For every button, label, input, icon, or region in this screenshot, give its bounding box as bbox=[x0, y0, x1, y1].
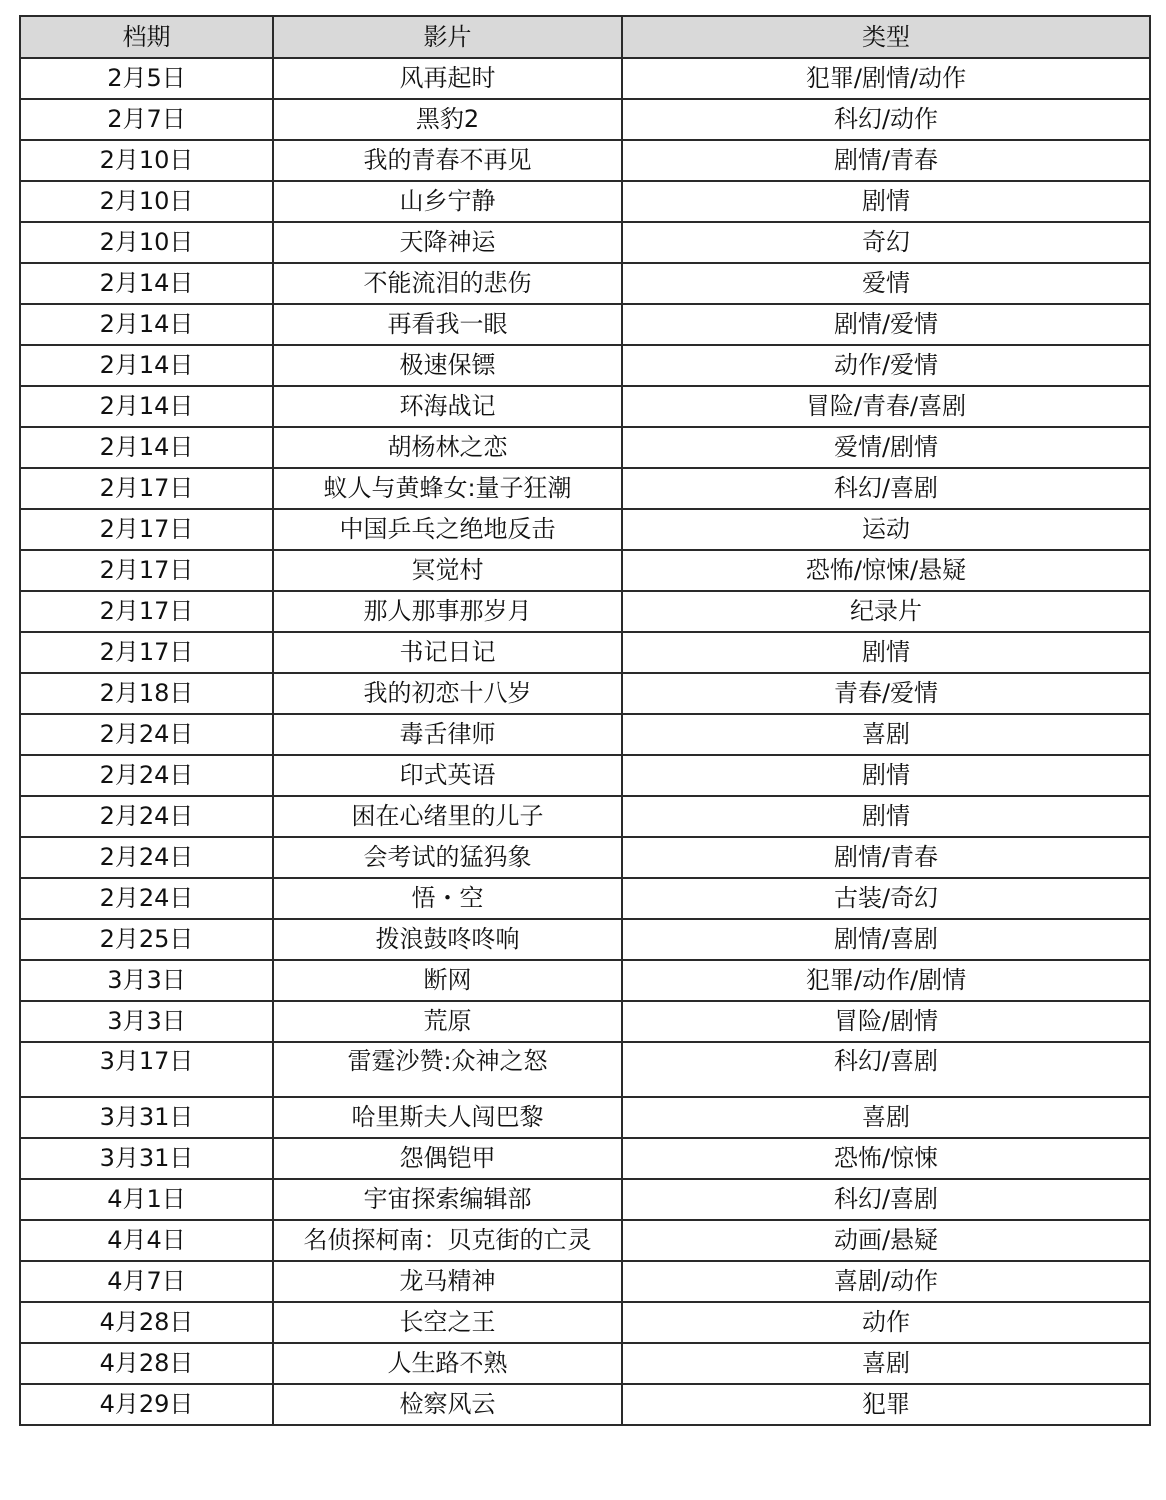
genre-cell: 爱情 bbox=[622, 263, 1150, 304]
genre-cell: 动作/爱情 bbox=[622, 345, 1150, 386]
release-date-cell: 2月17日 bbox=[20, 632, 273, 673]
film-title-cell: 龙马精神 bbox=[273, 1261, 622, 1302]
table-row bbox=[20, 837, 1150, 878]
release-date-cell: 4月4日 bbox=[20, 1220, 273, 1261]
release-schedule-table bbox=[19, 15, 1151, 1426]
film-title-cell: 雷霆沙赞:众神之怒 bbox=[273, 1042, 622, 1097]
release-date-cell: 2月24日 bbox=[20, 796, 273, 837]
release-date-cell: 4月28日 bbox=[20, 1302, 273, 1343]
release-date-cell: 2月24日 bbox=[20, 878, 273, 919]
release-date-cell: 2月17日 bbox=[20, 591, 273, 632]
release-date-cell: 3月17日 bbox=[20, 1042, 273, 1097]
release-date-cell: 2月25日 bbox=[20, 919, 273, 960]
genre-cell: 科幻/喜剧 bbox=[622, 1179, 1150, 1220]
genre-cell: 冒险/青春/喜剧 bbox=[622, 386, 1150, 427]
release-date-cell: 4月1日 bbox=[20, 1179, 273, 1220]
release-date-cell: 2月24日 bbox=[20, 837, 273, 878]
table-row bbox=[20, 1261, 1150, 1302]
table-row bbox=[20, 960, 1150, 1001]
genre-cell: 犯罪/动作/剧情 bbox=[622, 960, 1150, 1001]
film-title-cell: 那人那事那岁月 bbox=[273, 591, 622, 632]
release-date-cell: 4月7日 bbox=[20, 1261, 273, 1302]
table-row bbox=[20, 304, 1150, 345]
column-header-date: 档期 bbox=[20, 16, 273, 58]
release-date-cell: 2月10日 bbox=[20, 140, 273, 181]
film-title-cell: 蚁人与黄蜂女:量子狂潮 bbox=[273, 468, 622, 509]
film-title-cell: 风再起时 bbox=[273, 58, 622, 99]
table-row bbox=[20, 468, 1150, 509]
genre-cell: 恐怖/惊悚/悬疑 bbox=[622, 550, 1150, 591]
table-row bbox=[20, 878, 1150, 919]
film-title-cell: 黑豹2 bbox=[273, 99, 622, 140]
genre-cell: 科幻/喜剧 bbox=[622, 468, 1150, 509]
genre-cell: 恐怖/惊悚 bbox=[622, 1138, 1150, 1179]
table-row bbox=[20, 99, 1150, 140]
film-title-cell: 长空之王 bbox=[273, 1302, 622, 1343]
table-row bbox=[20, 1001, 1150, 1042]
film-title-cell: 悟・空 bbox=[273, 878, 622, 919]
genre-cell: 剧情/爱情 bbox=[622, 304, 1150, 345]
genre-cell: 青春/爱情 bbox=[622, 673, 1150, 714]
film-title-cell: 荒原 bbox=[273, 1001, 622, 1042]
release-schedule-sheet bbox=[19, 15, 1149, 1426]
genre-cell: 喜剧/动作 bbox=[622, 1261, 1150, 1302]
release-date-cell: 2月10日 bbox=[20, 181, 273, 222]
film-title-cell: 我的初恋十八岁 bbox=[273, 673, 622, 714]
table-row bbox=[20, 673, 1150, 714]
table-row bbox=[20, 1138, 1150, 1179]
genre-cell: 剧情 bbox=[622, 796, 1150, 837]
release-date-cell: 3月3日 bbox=[20, 1001, 273, 1042]
film-title-cell: 会考试的猛犸象 bbox=[273, 837, 622, 878]
film-title-cell: 哈里斯夫人闯巴黎 bbox=[273, 1097, 622, 1138]
film-title-cell: 人生路不熟 bbox=[273, 1343, 622, 1384]
release-date-cell: 2月14日 bbox=[20, 304, 273, 345]
film-title-cell: 断网 bbox=[273, 960, 622, 1001]
release-date-cell: 3月31日 bbox=[20, 1138, 273, 1179]
film-title-cell: 极速保镖 bbox=[273, 345, 622, 386]
film-title-cell: 再看我一眼 bbox=[273, 304, 622, 345]
release-date-cell: 2月5日 bbox=[20, 58, 273, 99]
film-title-cell: 我的青春不再见 bbox=[273, 140, 622, 181]
release-date-cell: 2月7日 bbox=[20, 99, 273, 140]
table-row bbox=[20, 919, 1150, 960]
genre-cell: 喜剧 bbox=[622, 714, 1150, 755]
release-date-cell: 2月14日 bbox=[20, 263, 273, 304]
table-row bbox=[20, 632, 1150, 673]
film-title-cell: 书记日记 bbox=[273, 632, 622, 673]
genre-cell: 纪录片 bbox=[622, 591, 1150, 632]
genre-cell: 动作 bbox=[622, 1302, 1150, 1343]
genre-cell: 剧情/喜剧 bbox=[622, 919, 1150, 960]
genre-cell: 奇幻 bbox=[622, 222, 1150, 263]
table-row bbox=[20, 714, 1150, 755]
release-date-cell: 2月14日 bbox=[20, 345, 273, 386]
film-title-cell: 环海战记 bbox=[273, 386, 622, 427]
film-title-cell: 困在心绪里的儿子 bbox=[273, 796, 622, 837]
genre-cell: 犯罪/剧情/动作 bbox=[622, 58, 1150, 99]
table-row bbox=[20, 386, 1150, 427]
table-row bbox=[20, 1343, 1150, 1384]
table-row bbox=[20, 58, 1150, 99]
release-date-cell: 2月17日 bbox=[20, 509, 273, 550]
genre-cell: 运动 bbox=[622, 509, 1150, 550]
release-date-cell: 2月17日 bbox=[20, 468, 273, 509]
film-title-cell: 宇宙探索编辑部 bbox=[273, 1179, 622, 1220]
table-row bbox=[20, 1179, 1150, 1220]
film-title-cell: 中国乒乓之绝地反击 bbox=[273, 509, 622, 550]
table-row bbox=[20, 263, 1150, 304]
film-title-cell: 拨浪鼓咚咚响 bbox=[273, 919, 622, 960]
release-date-cell: 4月29日 bbox=[20, 1384, 273, 1425]
genre-cell: 剧情/青春 bbox=[622, 837, 1150, 878]
column-header-film: 影片 bbox=[273, 16, 622, 58]
film-title-cell: 冥觉村 bbox=[273, 550, 622, 591]
release-date-cell: 4月28日 bbox=[20, 1343, 273, 1384]
release-date-cell: 2月14日 bbox=[20, 427, 273, 468]
release-date-cell: 2月10日 bbox=[20, 222, 273, 263]
table-row bbox=[20, 1384, 1150, 1425]
table-row bbox=[20, 181, 1150, 222]
table-row bbox=[20, 427, 1150, 468]
table-row bbox=[20, 1220, 1150, 1261]
table-row bbox=[20, 1302, 1150, 1343]
table-row bbox=[20, 1097, 1150, 1138]
genre-cell: 剧情 bbox=[622, 632, 1150, 673]
table-row bbox=[20, 591, 1150, 632]
column-header-genre: 类型 bbox=[622, 16, 1150, 58]
genre-cell: 喜剧 bbox=[622, 1097, 1150, 1138]
genre-cell: 犯罪 bbox=[622, 1384, 1150, 1425]
film-title-cell: 山乡宁静 bbox=[273, 181, 622, 222]
table-body bbox=[20, 58, 1150, 1425]
film-title-cell: 毒舌律师 bbox=[273, 714, 622, 755]
genre-cell: 古装/奇幻 bbox=[622, 878, 1150, 919]
table-row bbox=[20, 140, 1150, 181]
table-row bbox=[20, 222, 1150, 263]
film-title-cell: 胡杨林之恋 bbox=[273, 427, 622, 468]
film-title-cell: 印式英语 bbox=[273, 755, 622, 796]
release-date-cell: 3月3日 bbox=[20, 960, 273, 1001]
genre-cell: 科幻/喜剧 bbox=[622, 1042, 1150, 1097]
film-title-cell: 名侦探柯南：贝克街的亡灵 bbox=[273, 1220, 622, 1261]
table-row bbox=[20, 1042, 1150, 1097]
table-header-row bbox=[20, 16, 1150, 58]
table-row bbox=[20, 509, 1150, 550]
table-row bbox=[20, 345, 1150, 386]
genre-cell: 动画/悬疑 bbox=[622, 1220, 1150, 1261]
genre-cell: 冒险/剧情 bbox=[622, 1001, 1150, 1042]
film-title-cell: 天降神运 bbox=[273, 222, 622, 263]
table-row bbox=[20, 550, 1150, 591]
genre-cell: 科幻/动作 bbox=[622, 99, 1150, 140]
release-date-cell: 2月18日 bbox=[20, 673, 273, 714]
release-date-cell: 3月31日 bbox=[20, 1097, 273, 1138]
release-date-cell: 2月14日 bbox=[20, 386, 273, 427]
genre-cell: 剧情 bbox=[622, 181, 1150, 222]
genre-cell: 剧情/青春 bbox=[622, 140, 1150, 181]
table-row bbox=[20, 755, 1150, 796]
genre-cell: 爱情/剧情 bbox=[622, 427, 1150, 468]
release-date-cell: 2月24日 bbox=[20, 714, 273, 755]
film-title-cell: 检察风云 bbox=[273, 1384, 622, 1425]
film-title-cell: 不能流泪的悲伤 bbox=[273, 263, 622, 304]
table-row bbox=[20, 796, 1150, 837]
film-title-cell: 怨偶铠甲 bbox=[273, 1138, 622, 1179]
genre-cell: 剧情 bbox=[622, 755, 1150, 796]
release-date-cell: 2月24日 bbox=[20, 755, 273, 796]
genre-cell: 喜剧 bbox=[622, 1343, 1150, 1384]
release-date-cell: 2月17日 bbox=[20, 550, 273, 591]
